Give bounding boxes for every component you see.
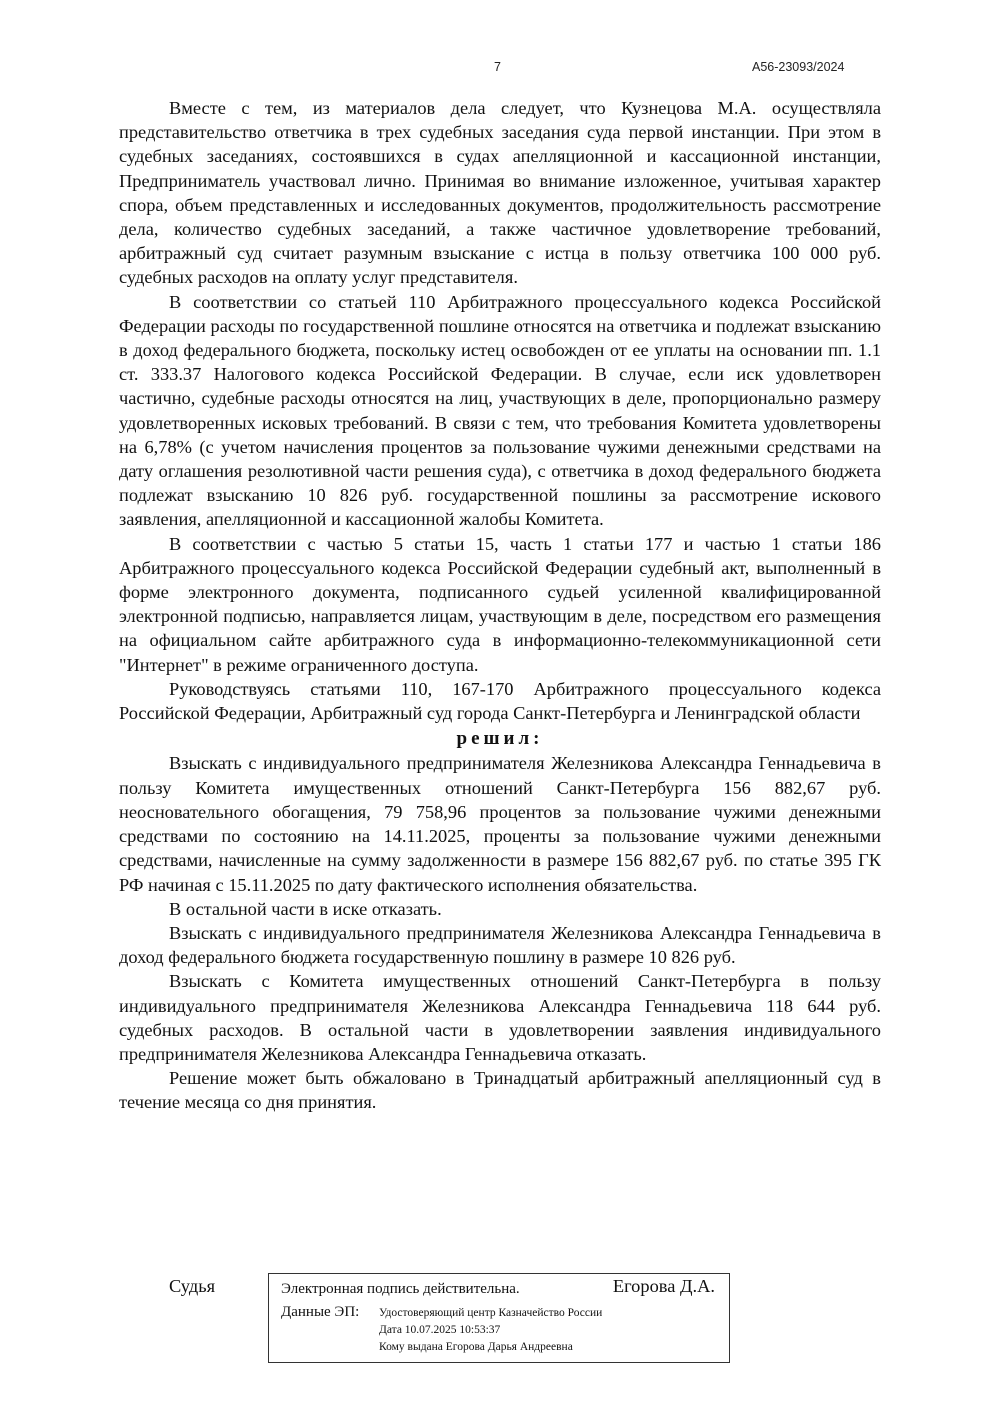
signature-data-label: Данные ЭП: <box>281 1304 360 1320</box>
signature-date: Дата 10.07.2025 10:53:37 <box>379 1324 501 1336</box>
paragraph-recover-costs: Взыскать с Комитета имущественных отношений Санкт-Петербурга в пользу индивидуального предпринимателя Железникова Александра Геннадьевича 118 644 руб. судебных расходов. В остальной части в удовлетворении заявления индивидуального предпринимателя Железникова Александра Геннадьевича отказать. <box>119 971 881 1064</box>
paragraph-representation: Вместе с тем, из материалов дела следует, что Кузнецова М.А. осуществляла представительство ответчика в трех судебных заседания суда первой инстанции. При этом в судебных заседаниях, состоявшихся в судах апелляционной и кассационной инстанции, Предприниматель участвовал лично. Принимая во внимание изложенное, учитывая характер спора, объем представленных и исследованных документов, продолжительность рассмотрение дела, количество судебных заседаний, а также частичное удовлетворение требований, арбитражный суд считает разумным взыскание с истца в пользу ответчика 100 000 руб. судебных расходов на оплату услуг представителя. <box>119 98 881 288</box>
page-number: 7 <box>494 60 501 74</box>
signature-valid-text: Электронная подпись действительна. <box>281 1281 520 1297</box>
decision-heading: решил: <box>456 728 544 750</box>
paragraph-state-fee: В соответствии со статьей 110 Арбитражного процессуального кодекса Российской Федерации расходы по государственной пошлине относятся на ответчика и подлежат взысканию в доход федерального бюджета, поскольку истец освобожден от ее уплаты на основании пп. 1.1 ст. 333.37 Налогового кодекса Российской Федерации. В случае, если иск удовлетворен частично, судебные расходы относятся на лиц, участвующих в деле, пропорционально размеру удовлетворенных исковых требований. В связи с тем, что требования Комитета удовлетворены на 6,78% (с учетом начисления процентов за пользование чужими денежными средствами на дату оглашения резолютивной части решения суда), с ответчика в доход федерального бюджета подлежат взысканию 10 826 руб. государственной пошлины за рассмотрение искового заявления, апелляционной и кассационной жалобы Комитета. <box>119 291 881 530</box>
electronic-signature-box <box>268 1273 730 1363</box>
judge-name: Егорова Д.А. <box>612 1276 715 1296</box>
paragraph-appeal: Решение может быть обжаловано в Тринадцатый арбитражный апелляционный суд в течение месяца со дня принятия. <box>119 1068 881 1113</box>
paragraph-recover-fee: Взыскать с индивидуального предпринимателя Железникова Александра Геннадьевича в доход федерального бюджета государственную пошлину в размере 10 826 руб. <box>119 922 881 968</box>
paragraph-reject-rest: В остальной части в иске отказать. <box>169 898 442 919</box>
signature-issued-to: Кому выдана Егорова Дарья Андреевна <box>379 1341 573 1353</box>
certificate-center: Удостоверяющий центр Казначейство России <box>379 1307 603 1319</box>
paragraph-electronic-document: В соответствии с частью 5 статьи 15, часть 1 статьи 177 и частью 1 статьи 186 Арбитражного процессуального кодекса Российской Федерации судебный акт, выполненный в форме электронного документа, подписанного судьей усиленной квалифицированной электронной подписью, направляется лицам, участвующим в деле, посредством его размещения на официальном сайте арбитражного суда в информационно-телекоммуникационной сети "Интернет" в режиме ограниченного доступа. <box>119 533 881 675</box>
case-number: А56-23093/2024 <box>752 60 845 74</box>
paragraph-recover-main: Взыскать с индивидуального предпринимателя Железникова Александра Геннадьевича в пользу Комитета имущественных отношений Санкт-Петербурга 156 882,67 руб. неосновательного обогащения, 79 758,96 процентов за пользование чужими денежными средствами по состоянию на 14.11.2025, проценты за пользование чужими денежными средствами, начисленные на сумму задолженности в размере 156 882,67 руб. по статье 395 ГК РФ начиная с 15.11.2025 по дату фактического исполнения обязательства. <box>119 753 881 895</box>
paragraph-guided-by: Руководствуясь статьями 110, 167-170 Арбитражного процессуального кодекса Российской Федерации, Арбитражный суд города Санкт-Петербурга и Ленинградской области <box>119 678 881 724</box>
judge-label: Судья <box>169 1276 216 1296</box>
document-body <box>119 96 881 1115</box>
